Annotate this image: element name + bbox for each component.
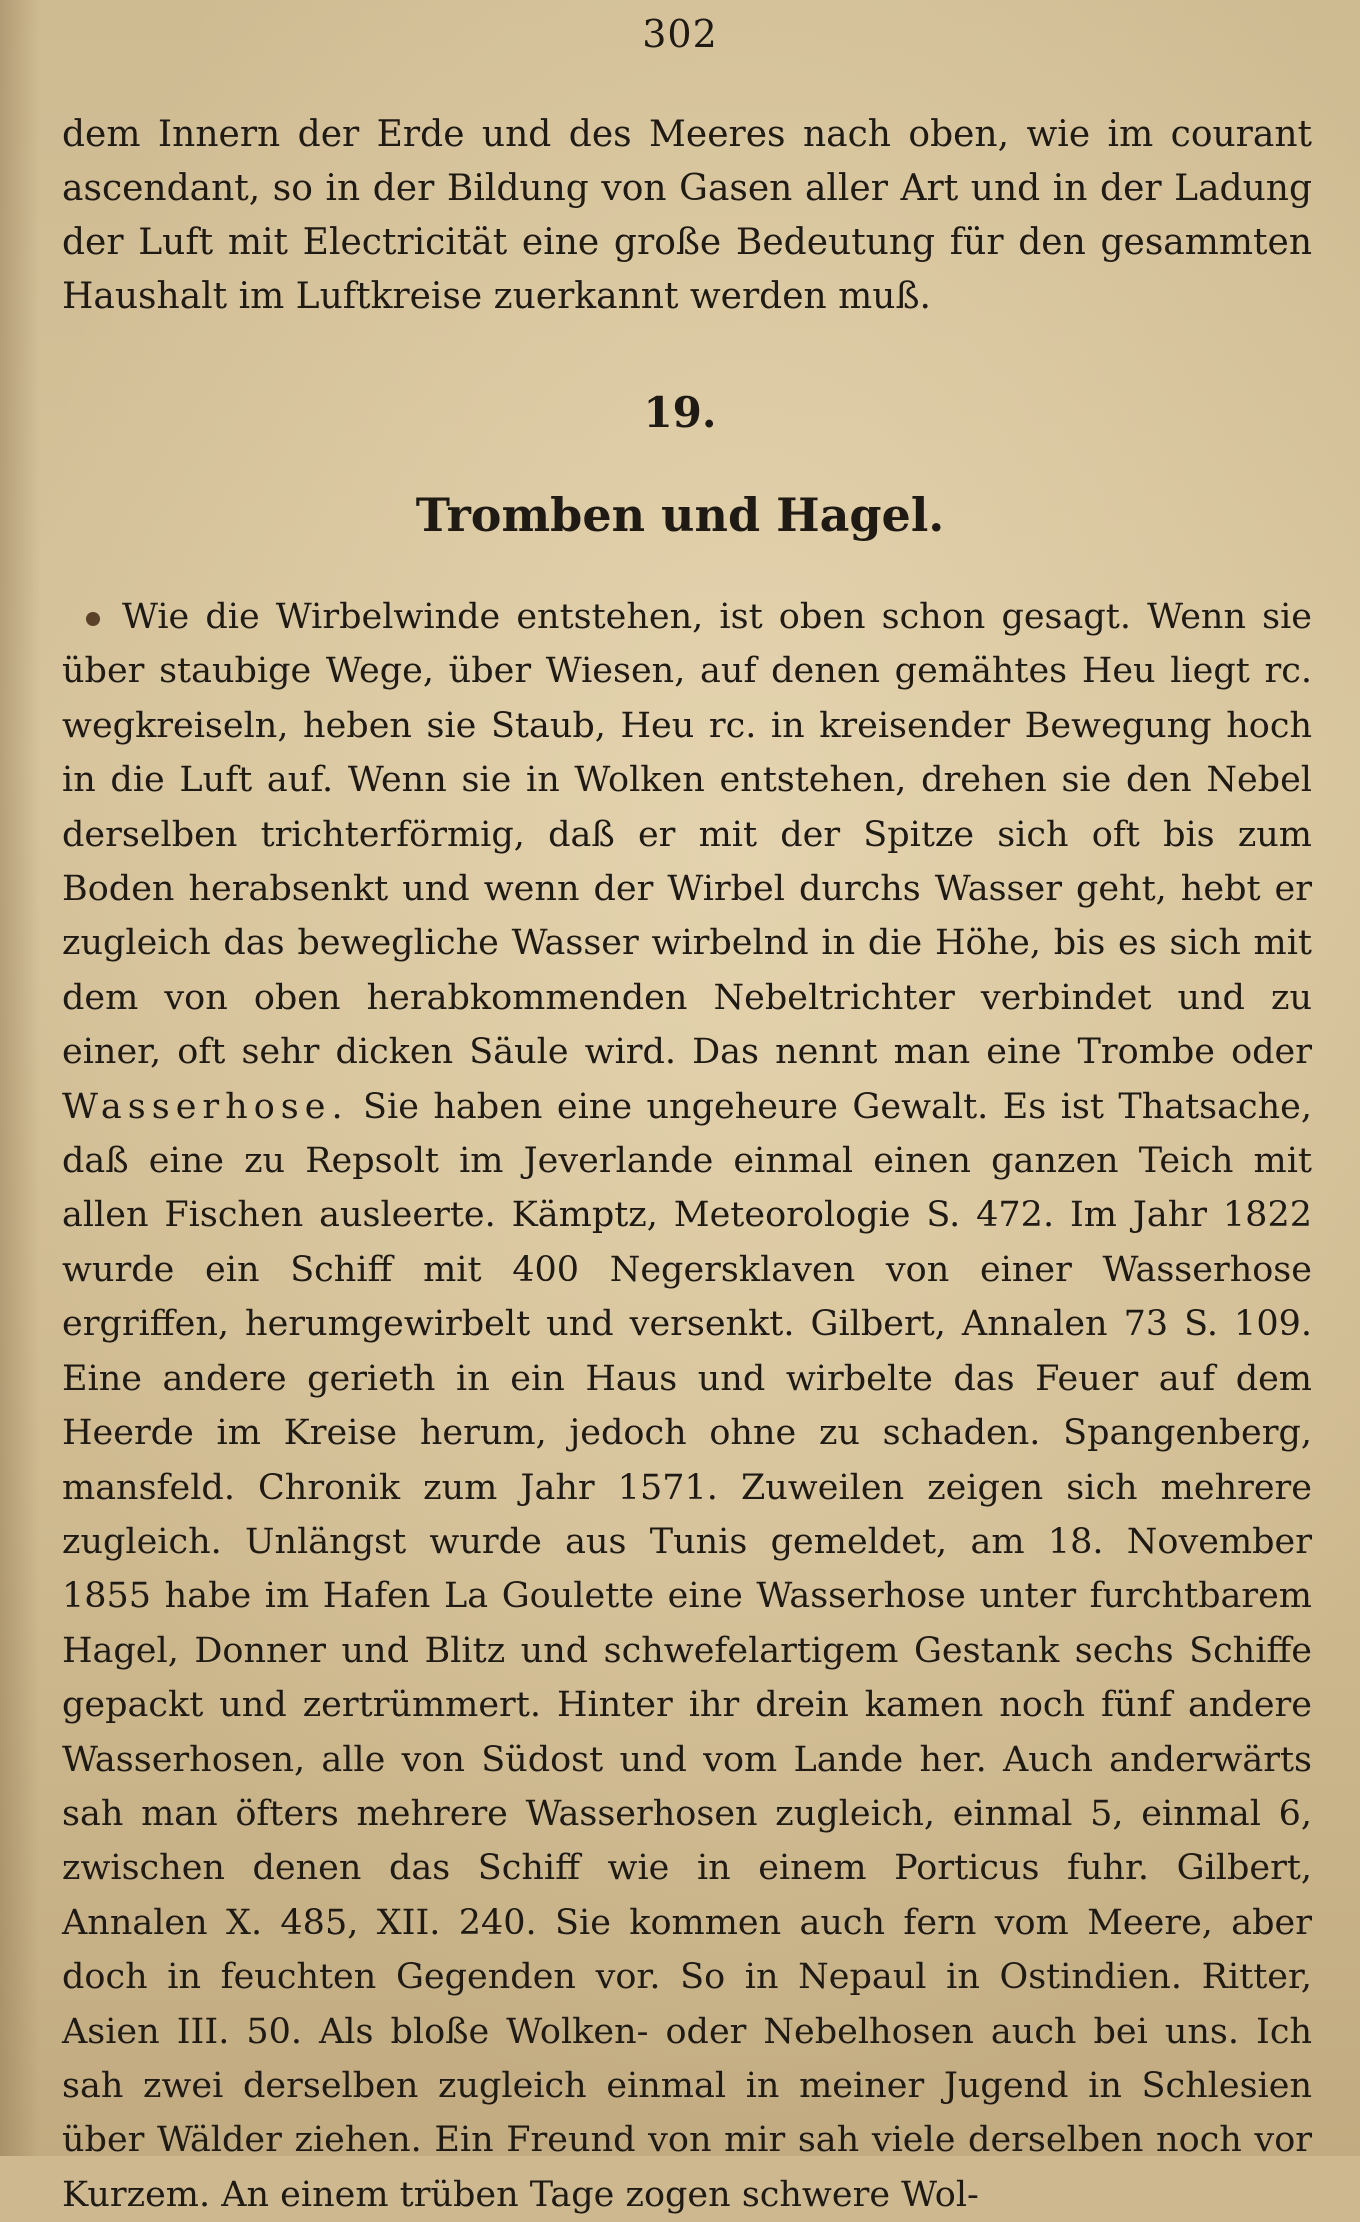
main-paragraph-part2: Sie haben eine ungeheure Gewalt. Es ist Thatsache, daß eine zu Repsolt im Jeverlande einmal einen ganzen Teich mit allen Fischen ausleerte. Kämptz, Meteorologie S. 472. Im Jahr 1822 wurde ein Schiff mit 400 Negersklaven von einer Wasserhose ergriffen, herumgewirbelt und versenkt. Gilbert, Annalen 73 S. 109. Eine andere gerieth in ein Haus und wirbelte das Feuer auf dem Heerde im Kreise herum, jedoch ohne zu schaden. Spangenberg, mansfeld. Chronik zum Jahr 1571. Zuweilen zeigen sich mehrere zugleich. Unlängst wurde aus Tunis gemeldet, am 18. November 1855 habe im Hafen La Goulette eine Wasserhose unter furchtbarem Hagel, Donner und Blitz und schwefelartigem Gestank sechs Schiffe gepackt und zertrümmert. Hinter ihr drein kamen noch fünf andere Wasserhosen, alle von Südost und vom Lande her. Auch anderwärts sah man öfters mehrere Wasserhosen zugleich, einmal 5, einmal 6, zwischen denen das Schiff wie in einem Porticus fuhr. Gilbert, Annalen X. 485, XII. 240. Sie kommen auch fern vom Meere, aber doch in feuchten Gegenden vor. So in Nepaul in Ostindien. Ritter, Asien III. 50. Als bloße Wolken- oder Nebelhosen auch bei uns. Ich sah zwei derselben zugleich einmal in meiner Jugend in Schlesien über Wälder ziehen. Ein Freund von mir sah viele derselben noch vor Kurzem. An einem trüben Tage zogen schwere Wol- [62, 1086, 1312, 2215]
ink-dot-mark [86, 612, 100, 626]
main-paragraph-part1: Wie die Wirbelwinde entstehen, ist oben schon gesagt. Wenn sie über staubige Wege, über Wiesen, auf denen gemähtes Heu liegt rc. wegkreiseln, heben sie Staub, Heu rc. in kreisender Bewegung hoch in die Luft auf. Wenn sie in Wolken entstehen, drehen sie den Nebel derselben trichterförmig, daß er mit der Spitze sich oft bis zum Boden herabsenkt und wenn der Wirbel durchs Wasser geht, hebt er zugleich das bewegliche Wasser wirbelnd in die Höhe, bis es sich mit dem von oben herabkommenden Nebeltrichter verbindet und zu einer, oft sehr dicken Säule wird. Das nennt man eine Trombe oder [62, 597, 1312, 1073]
main-paragraph [62, 590, 1312, 2222]
page-number: 302 [642, 12, 718, 56]
section-title: Tromben und Hagel. [415, 488, 945, 542]
section-number: 19. [643, 388, 717, 437]
emphasized-term: Wasserhose. [62, 1086, 349, 1127]
top-paragraph: dem Innern der Erde und des Meeres nach oben, wie im courant ascendant, so in der Bildung von Gasen aller Art und in der Ladung der Luft mit Electricität eine große Bedeutung für den gesammten Haushalt im Luftkreise zuerkannt werden muß. [62, 114, 1312, 317]
